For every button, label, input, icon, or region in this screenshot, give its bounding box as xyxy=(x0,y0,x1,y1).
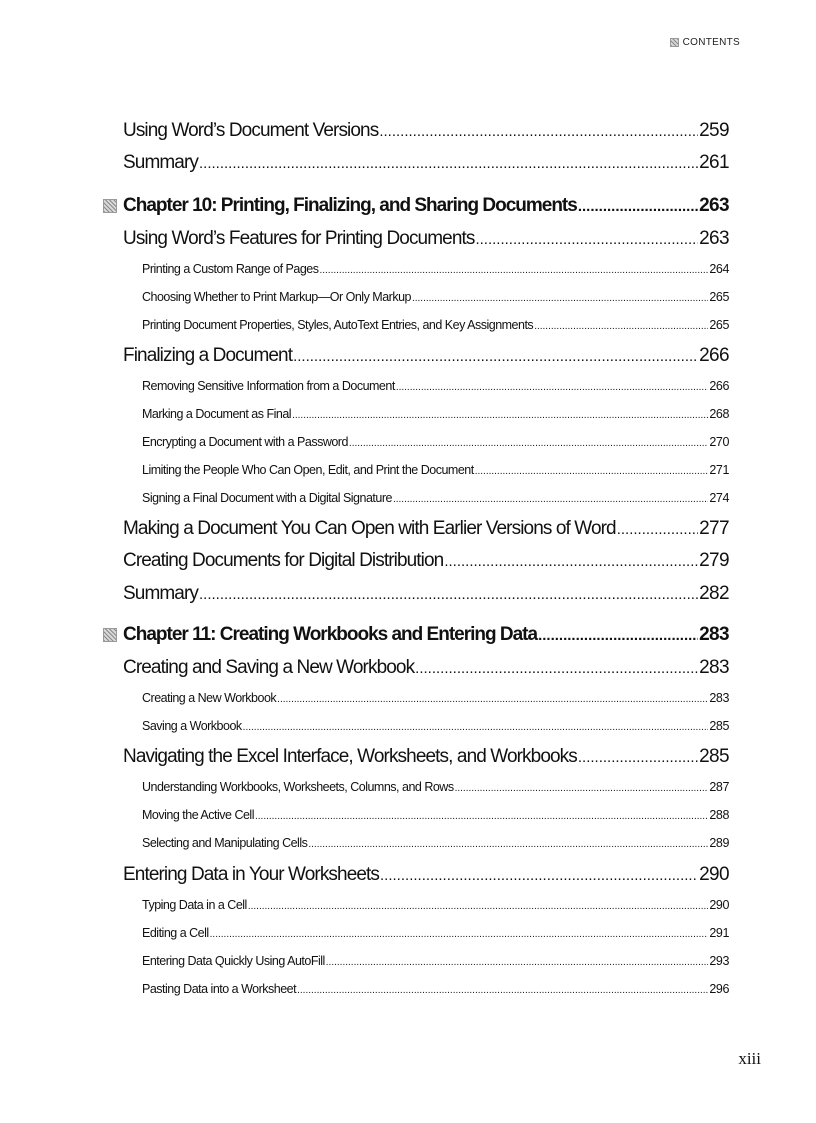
toc-entry-chapter[interactable] xyxy=(123,195,729,217)
dot-leader xyxy=(617,521,698,538)
toc-entry-page: 268 xyxy=(709,407,729,421)
dot-leader xyxy=(475,231,698,248)
toc-entry-page: 274 xyxy=(709,491,729,505)
dot-leader xyxy=(248,901,709,912)
toc-entry-subsection[interactable] xyxy=(142,318,729,332)
toc-entry-title: Using Word’s Document Versions xyxy=(123,120,379,141)
dot-leader xyxy=(293,348,698,365)
toc-entry-title: Making a Document You Can Open with Earlier Versions of Word xyxy=(123,518,616,539)
toc-entry-section[interactable] xyxy=(123,518,729,540)
toc-entry-title: Pasting Data into a Worksheet xyxy=(142,982,297,996)
toc-entry-subsection[interactable] xyxy=(142,719,729,733)
toc-entry-page: 271 xyxy=(709,463,729,477)
toc-entry-page: 296 xyxy=(709,982,729,996)
dot-leader xyxy=(308,839,708,850)
dot-leader xyxy=(534,321,708,332)
toc-entry-subsection[interactable] xyxy=(142,491,729,505)
toc-entry-title: Entering Data in Your Worksheets xyxy=(123,864,380,885)
running-head-label: CONTENTS xyxy=(682,37,740,48)
toc-entry-title: Chapter 10: Printing, Finalizing, and Sharing Documents xyxy=(123,195,577,216)
chapter-marker-icon xyxy=(103,199,117,213)
dot-leader xyxy=(444,553,698,570)
toc-entry-section[interactable] xyxy=(123,746,729,768)
toc-entry-title: Printing a Custom Range of Pages xyxy=(142,262,319,276)
toc-entry-title: Navigating the Excel Interface, Worksheets, and Workbooks xyxy=(123,746,577,767)
toc-entry-section[interactable] xyxy=(123,864,729,886)
toc-entry-title: Summary xyxy=(123,583,198,604)
dot-leader xyxy=(297,985,708,996)
toc-entry-page: 288 xyxy=(709,808,729,822)
toc-entry-title: Chapter 11: Creating Workbooks and Entering Data xyxy=(123,624,538,645)
toc-entry-chapter[interactable] xyxy=(123,624,729,646)
dot-leader xyxy=(455,783,709,794)
toc-entry-subsection[interactable] xyxy=(142,836,729,850)
running-head xyxy=(670,37,740,48)
toc-entry-page: 259 xyxy=(699,120,729,141)
toc-entry-page: 266 xyxy=(699,345,729,366)
toc-entry-page: 265 xyxy=(709,290,729,304)
page-number: xiii xyxy=(738,1049,761,1068)
toc-entry-page: 283 xyxy=(699,657,729,678)
toc-entry-subsection[interactable] xyxy=(142,982,729,996)
toc-entry-section[interactable] xyxy=(123,120,729,142)
toc-entry-subsection[interactable] xyxy=(142,808,729,822)
toc-entry-subsection[interactable] xyxy=(142,262,729,276)
toc-entry-title: Signing a Final Document with a Digital Signature xyxy=(142,491,392,505)
toc-entry-title: Removing Sensitive Information from a Document xyxy=(142,379,395,393)
toc-entry-title: Summary xyxy=(123,152,198,173)
dot-leader xyxy=(379,123,698,140)
dot-leader xyxy=(292,410,708,421)
toc-entry-title: Marking a Document as Final xyxy=(142,407,292,421)
toc-entry-subsection[interactable] xyxy=(142,691,729,705)
toc-entry-title: Using Word’s Features for Printing Documents xyxy=(123,228,475,249)
toc-entry-page: 261 xyxy=(699,152,729,173)
toc-entry-page: 290 xyxy=(699,864,729,885)
toc-entry-subsection[interactable] xyxy=(142,926,729,940)
chapter-marker-icon xyxy=(103,628,117,642)
section-marker-icon xyxy=(670,38,679,47)
toc-entry-section[interactable] xyxy=(123,228,729,250)
toc-entry-page: 285 xyxy=(709,719,729,733)
dot-leader xyxy=(349,438,708,449)
dot-leader xyxy=(199,155,698,172)
toc-entry-section[interactable] xyxy=(123,583,729,605)
dot-leader xyxy=(415,660,698,677)
toc-entry-title: Entering Data Quickly Using AutoFill xyxy=(142,954,325,968)
toc-entry-title: Selecting and Manipulating Cells xyxy=(142,836,308,850)
dot-leader xyxy=(538,627,698,644)
toc-entry-page: 291 xyxy=(709,926,729,940)
toc-entry-section[interactable] xyxy=(123,345,729,367)
dot-leader xyxy=(319,265,708,276)
dot-leader xyxy=(393,494,708,505)
toc-entry-page: 263 xyxy=(699,195,729,216)
toc-entry-title: Limiting the People Who Can Open, Edit, and Print the Document xyxy=(142,463,474,477)
toc-entry-page: 266 xyxy=(709,379,729,393)
toc-entry-title: Creating a New Workbook xyxy=(142,691,277,705)
toc-entry-subsection[interactable] xyxy=(142,898,729,912)
toc-entry-page: 264 xyxy=(709,262,729,276)
dot-leader xyxy=(380,867,698,884)
toc-entry-title: Creating Documents for Digital Distribution xyxy=(123,550,444,571)
dot-leader xyxy=(243,722,709,733)
toc-entry-title: Saving a Workbook xyxy=(142,719,242,733)
toc-entry-section[interactable] xyxy=(123,550,729,572)
toc-entry-page: 287 xyxy=(709,780,729,794)
toc-entry-subsection[interactable] xyxy=(142,379,729,393)
dot-leader xyxy=(199,586,698,603)
toc-entry-title: Creating and Saving a New Workbook xyxy=(123,657,415,678)
toc-entry-section[interactable] xyxy=(123,657,729,679)
toc-entry-page: 283 xyxy=(709,691,729,705)
toc-entry-page: 285 xyxy=(699,746,729,767)
toc-entry-subsection[interactable] xyxy=(142,290,729,304)
toc-entry-page: 270 xyxy=(709,435,729,449)
dot-leader xyxy=(412,293,708,304)
toc-entry-subsection[interactable] xyxy=(142,463,729,477)
toc-entry-subsection[interactable] xyxy=(142,435,729,449)
dot-leader xyxy=(578,198,698,215)
dot-leader xyxy=(578,749,698,766)
toc-entry-page: 289 xyxy=(709,836,729,850)
toc-entry-title: Printing Document Properties, Styles, AutoText Entries, and Key Assignments xyxy=(142,318,534,332)
toc-entry-page: 293 xyxy=(709,954,729,968)
toc-entry-page: 283 xyxy=(699,624,729,645)
toc-entry-page: 290 xyxy=(709,898,729,912)
dot-leader xyxy=(255,811,708,822)
toc-entry-section[interactable] xyxy=(123,152,729,174)
toc-entry-title: Encrypting a Document with a Password xyxy=(142,435,348,449)
dot-leader xyxy=(475,466,709,477)
toc-entry-subsection[interactable] xyxy=(142,954,729,968)
dot-leader xyxy=(277,694,708,705)
toc-entry-page: 265 xyxy=(709,318,729,332)
toc-entry-title: Understanding Workbooks, Worksheets, Columns, and Rows xyxy=(142,780,454,794)
toc-entry-title: Typing Data in a Cell xyxy=(142,898,247,912)
toc-entry-page: 277 xyxy=(699,518,729,539)
toc-entry-title: Finalizing a Document xyxy=(123,345,293,366)
toc-entry-page: 279 xyxy=(699,550,729,571)
toc-entry-subsection[interactable] xyxy=(142,780,729,794)
toc-entry-title: Choosing Whether to Print Markup—Or Only Markup xyxy=(142,290,411,304)
dot-leader xyxy=(210,929,709,940)
toc-entry-page: 263 xyxy=(699,228,729,249)
dot-leader xyxy=(396,382,709,393)
toc-entry-subsection[interactable] xyxy=(142,407,729,421)
toc-entry-page: 282 xyxy=(699,583,729,604)
toc-entry-title: Moving the Active Cell xyxy=(142,808,254,822)
toc-entry-title: Editing a Cell xyxy=(142,926,209,940)
dot-leader xyxy=(326,957,709,968)
